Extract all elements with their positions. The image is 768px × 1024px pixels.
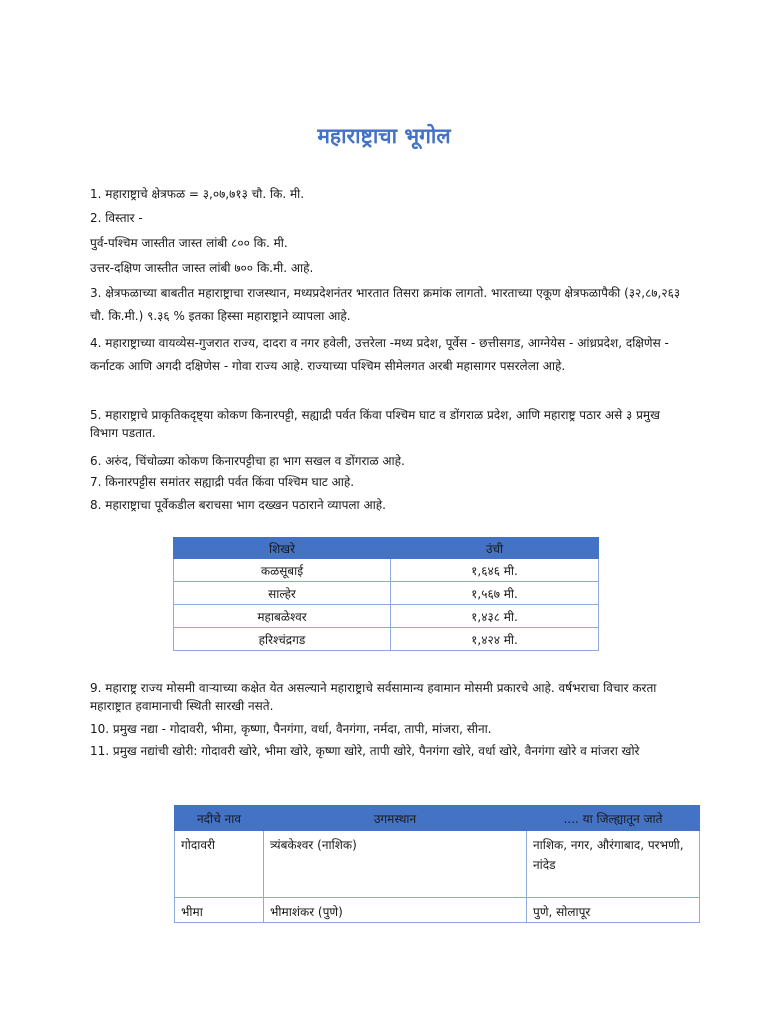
column-header: शिखरे: [174, 538, 391, 559]
table-row: [174, 582, 599, 605]
table-cell: महाबळेश्वर: [174, 605, 391, 628]
paragraph-7: 5. महाराष्ट्राचे प्राकृतिकदृष्ट्या कोकण किनारपट्टी, सह्याद्री पर्वत किंवा पश्चिम घाट व डोंगराळ प्रदेश, आणि महाराष्ट्र पठार असे ३ प्रमुख विभाग पडतात.: [90, 408, 660, 440]
paragraph-6: 4. महाराष्ट्राच्या वायव्येस-गुजरात राज्य, दादरा व नगर हवेली, उत्तरेला -मध्य प्रदेश, पूर्वेस - छत्तीसगड, आग्नेयेस - आंध्रप्रदेश, दक्षिणेस - कर्नाटक आणि अगदी दक्षिणेस - गोवा राज्य आहे. राज्याच्या पश्चिम सीमेलगत अरबी महासागर पसरलेला आहे.: [90, 336, 669, 373]
table-cell: १,५६७ मी.: [391, 582, 599, 605]
paragraph-12: 10. प्रमुख नद्या - गोदावरी, भीमा, कृष्णा, पैनगंगा, वर्धा, वैनगंगा, नर्मदा, तापी, मांजरा, सीना.: [90, 722, 492, 736]
table-row: [175, 898, 700, 923]
column-header: .... या जिल्ह्यातून जाते: [527, 806, 700, 831]
table-header-row: [175, 806, 700, 831]
paragraph-10: 8. महाराष्ट्राचा पूर्वेकडील बराचसा भाग दख्खन पठाराने व्यापला आहे.: [90, 498, 386, 512]
table-cell: साल्हेर: [174, 582, 391, 605]
paragraph-13: 11. प्रमुख नद्यांची खोरी: गोदावरी खोरे, भीमा खोरे, कृष्णा खोरे, तापी खोरे, पैनगंगा खोरे, वर्धा खोरे, वैनगंगा खोरे व मांजरा खोरे: [90, 744, 640, 758]
table-row: [174, 559, 599, 582]
table-cell: नाशिक, नगर, औरंगाबाद, परभणी, नांदेड: [527, 831, 700, 898]
table-cell: त्र्यंबकेश्वर (नाशिक): [264, 831, 527, 898]
table-cell: पुणे, सोलापूर: [527, 898, 700, 923]
column-header: नदीचे नाव: [175, 806, 264, 831]
paragraph-8: 6. अरुंद, चिंचोळ्या कोकण किनारपट्टीचा हा भाग सखल व डोंगराळ आहे.: [90, 454, 405, 468]
paragraph-5: 3. क्षेत्रफळाच्या बाबतीत महाराष्ट्राचा राजस्थान, मध्यप्रदेशनंतर भारतात तिसरा क्रमांक लागतो. भारताच्या एकूण क्षेत्रफळापैकी (३२,८७,२६३ चौ. कि.मी.) ९.३६ % इतका हिस्सा महाराष्ट्राने व्यापला आहे.: [90, 286, 681, 323]
paragraph-1: 1. महाराष्ट्राचे क्षेत्रफळ = ३,०७,७१३ चौ. कि. मी.: [90, 187, 305, 201]
table-row: [174, 628, 599, 651]
paragraph-3: पुर्व-पश्चिम जास्तीत जास्त लांबी ८०० कि. मी.: [90, 236, 288, 250]
table-cell: कळसूबाई: [174, 559, 391, 582]
table-cell: भीमा: [175, 898, 264, 923]
table-row: [174, 605, 599, 628]
table-cell: भीमाशंकर (पुणे): [264, 898, 527, 923]
table-cell: गोदावरी: [175, 831, 264, 898]
table-row: [175, 831, 700, 898]
peaks-table: [173, 537, 599, 651]
paragraph-4: उत्तर-दक्षिण जास्तीत जास्त लांबी ७०० कि.मी. आहे.: [90, 261, 314, 275]
paragraph-2: 2. विस्तार -: [90, 211, 143, 225]
table-cell: १,४३८ मी.: [391, 605, 599, 628]
paragraph-9: 7. किनारपट्टीस समांतर सह्याद्री पर्वत किंवा पश्चिम घाट आहे.: [90, 475, 355, 489]
page-title: महाराष्ट्राचा भूगोल: [317, 124, 451, 148]
table-cell: १,४२४ मी.: [391, 628, 599, 651]
column-header: उगमस्थान: [264, 806, 527, 831]
table-cell: १,६४६ मी.: [391, 559, 599, 582]
rivers-table: [174, 805, 700, 923]
paragraph-11: 9. महाराष्ट्र राज्य मोसमी वाऱ्याच्या कक्षेत येत असल्याने महाराष्ट्राचे सर्वसामान्य हवामान मोसमी प्रकारचे आहे. वर्षभराचा विचार करता महाराष्ट्रात हवामानाची स्थिती सारखी नसते.: [90, 681, 657, 713]
table-cell: हरिश्चंद्रगड: [174, 628, 391, 651]
column-header: उंची: [391, 538, 599, 559]
table-header-row: [174, 538, 599, 559]
